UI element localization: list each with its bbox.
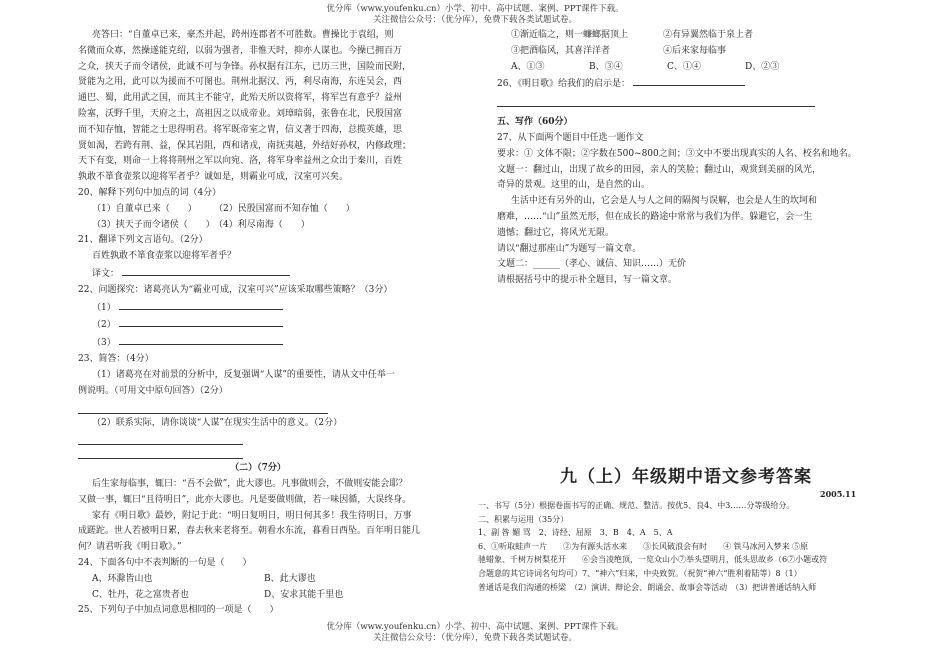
page-footer [0, 622, 950, 644]
topic-2-line-2: 请根据括号中的提示补全题目，写一篇文章。 [497, 275, 678, 286]
page-header [0, 4, 950, 26]
q20-item-4: （4）利尽南海（ ） [214, 219, 310, 230]
topic-1-line-6: 请以“翻过那座山”为题写一篇文章。 [497, 243, 642, 254]
q25-item-4: ④后来家每临事 [663, 45, 727, 56]
q24-option-a: A、环滁皆山也 [92, 573, 153, 584]
passage-line: 名微而众寡，然操遂能克绍，以弱为强者，非惟天时，抑亦人谋也。今操已拥百万 [78, 45, 403, 56]
answer-line: 合题意的其它诗词名句均可）7、“神六”归来，中央致贺。（祝贺“神六”胜利着陆等）8（1） [478, 568, 802, 578]
question-24: 24、下面各句中不表判断的一句是（ ） [78, 557, 252, 568]
q26-answer-blank[interactable] [633, 75, 745, 86]
answer-line: 6、①听取蛙声一片 ②为有源头活水来 ③长风破浪会有时 ④ 铁马冰河入梦来 ⑤原 [478, 541, 809, 551]
q22-row-1 [78, 299, 438, 317]
answer-line: 1、副 咎 媚 骂 2、诗经、屈原 3、B 4、A 5、A [478, 528, 673, 538]
topic-1-line-1: 文题一：翻过山，出现了故乡的田园，亲人的笑脸；翻过山，观赏到美丽的风光， [497, 164, 822, 175]
q22-blank-1[interactable] [119, 299, 283, 310]
q21-label: 译文： [92, 268, 120, 279]
passage-line: 之众，挟天子而令诸侯，此诚不可与争锋。孙权据有江东，已历三世，国险而民附， [78, 61, 412, 72]
q24-option-d: D、安求其能千里也 [264, 589, 344, 600]
q21-answer-row [78, 265, 438, 283]
passage2-line: 又做一事，辄曰“且待明日”，此亦大谬也。凡是要做则做，若一味因循，大误终身。 [78, 494, 412, 505]
q23-answer-line-1[interactable] [78, 403, 328, 414]
question-27: 27、从下面两个题目中任选一题作文 [497, 132, 644, 143]
q20-item-1: （1）自董卓已来（ ） [92, 203, 197, 214]
question-20-row-1 [78, 202, 438, 218]
answer-key-date: 2005.11 [820, 489, 857, 499]
passage2-line: 家有《明日歌》最妙，附记于此：“明日复明日，明日何其多！我生待明日，万事 [92, 510, 412, 521]
q26-answer-line[interactable] [497, 96, 815, 107]
q21-sentence: 百姓孰敢不箪食壶浆以迎将军者乎？ [92, 251, 237, 262]
q21-answer-blank[interactable] [122, 265, 290, 276]
q23-part-1b: 例说明。（可用文中原句回答）（2分） [78, 385, 228, 396]
answer-line: 一、书写（5分）根据卷面书写的正确、规范、整洁。按优5、良4、中3……分等级给分。 [478, 501, 795, 510]
question-26: 26、《明日歌》给我们的启示是： [497, 79, 630, 90]
topic-1-line-4: 磨难，……“山”虽然无形，但在成长的路途中常常与我们为伴。躲避它，会一生 [497, 211, 813, 222]
q25-item-2: ②有异翼然临于泉上者 [663, 30, 754, 40]
header-line-1: 优分库（www.youfenku.cn）小学、初中、高中试题、案例、PPT课件下载。 [326, 4, 624, 14]
q25-options [497, 60, 872, 76]
question-23: 23、简答：（4分） [78, 353, 154, 364]
q22-label-3: （3） [92, 338, 116, 349]
q25-items-row-2 [497, 44, 872, 60]
q25-option-d: D、②③ [745, 61, 780, 72]
q25-item-1: ①渐近临之，则一蠊螂据顶上 [511, 30, 629, 40]
passage2-line: 后生家每临事，辄曰：“吾不会做”，此大谬也。凡事做则会，不做则安能会耶？ [92, 478, 408, 489]
passage-line: 天下有变，则命一上将将荆州之军以向宛、洛，将军身率益州之众出于秦川，百姓 [78, 156, 403, 167]
passage-line: 通巴、蜀，此用武之国，而其主不能守，此殆天所以资将军，将军岂有意乎？益州 [78, 93, 403, 104]
topic-1-line-2: 奇异的景观。这里的山，是自然的山。 [497, 180, 651, 191]
q25-option-b: B、③④ [589, 61, 623, 72]
question-26-row [497, 75, 872, 93]
passage-line: 贤能为之用，此可以为援而不可图也。荆州北据汉、沔，利尽南海，东连吴会，西 [78, 77, 403, 88]
passage-line: 险塞，沃野千里，天府之土，高祖因之以成帝业。刘璋暗弱，张鲁在北，民殷国富 [78, 108, 403, 119]
q20-item-2: （2）民殷国富而不知存恤（ ） [214, 203, 355, 214]
q23-part-2: （2）联系实际，请你谈谈“人谋”在现实生活中的意义。（2分） [92, 418, 343, 429]
question-22: 22、问题探究：诸葛亮认为“霸业可成，汉室可兴”应该采取哪些策略？（3分） [78, 284, 393, 295]
q23-answer-line-3[interactable] [78, 448, 243, 459]
question-21: 21、翻译下列文言语句。（2分） [78, 235, 208, 246]
q22-row-3 [78, 334, 438, 352]
q20-item-3: （3）挟天子而令诸侯（ ） [92, 219, 215, 230]
answer-key [478, 499, 878, 594]
passage-line: 亮答曰：“自董卓已来，豪杰并起，跨州连郡者不可胜数。曹操比于袁绍，则 [92, 30, 394, 40]
q22-blank-3[interactable] [119, 334, 283, 345]
topic-1-line-3: 生活中还有另外的山，它会是人与人之间的隔阂与误解，也会是人生的坎坷和 [511, 196, 818, 207]
passage2-line: 成蹉跎。世人若被明日累，春去秋来老将至。朝看水东流，暮看日西坠。百年明日能几 [78, 526, 421, 537]
topic-2-line-1: 文题二：______（孝心、诚信、知识……）无价 [497, 259, 687, 270]
answer-line: 驰蜡象、千树万树梨花开 ⑥会当凌绝顶，一览众山小⑦举头望明月，低头思故乡（6⑦小题或符 [478, 555, 828, 565]
topic-1-line-5: 遗憾；翻过它，将风光无限。 [497, 227, 615, 238]
q25-option-c: C、①④ [667, 61, 701, 72]
q25-items-row-1 [497, 28, 872, 44]
q22-blank-2[interactable] [119, 316, 283, 327]
section-2-title: （二）（7分） [230, 463, 286, 474]
passage-line: 而不知存恤，智能之士思得明君。将军既帝室之胄，信义著于四海，总揽英雄，思 [78, 124, 403, 135]
footer-line-2: 关注微信公众号：（优分库），免费下载各类试题试卷。 [372, 633, 577, 643]
q25-option-a: A、①③ [511, 61, 545, 72]
passage-line: 贤如渴，若跨有荆、益，保其岩阻，西和诸戎，南抚夷越，外结好孙权，内修政理； [78, 140, 412, 151]
q24-options-row-2 [78, 588, 438, 604]
answer-line: 普通话是我们沟通的桥梁 （2）演讲、辩论会、朗诵会、故事会等活动 （3）把讲普通话纳入师 [478, 582, 817, 592]
writing-requirements: 要求：① 文体不限；②字数在500~800之间；③文中不要出现真实的人名、校名和地名。 [497, 148, 857, 159]
q22-label-2: （2） [92, 320, 116, 331]
question-20-row-2 [78, 218, 438, 234]
right-column [497, 28, 872, 289]
answer-key-title: 九（上）年级期中语文参考答案 [560, 467, 812, 487]
footer-line-1: 优分库（www.youfenku.cn）小学、初中、高中试题、案例、PPT课件下载。 [326, 622, 624, 632]
q24-option-b: B、此大谬也 [264, 573, 316, 584]
section-5-title: 五、写作（60分） [497, 117, 573, 128]
header-line-2: 关注微信公众号：（优分库），免费下载各类试题试卷。 [372, 15, 577, 25]
question-20: 20、解释下列句中加点的词（4分） [78, 187, 222, 198]
q24-option-c: C、牡丹，花之富贵者也 [92, 589, 189, 600]
passage-line: 孰敢不箪食壶浆以迎将军者乎？诚如是，则霸业可成，汉室可兴矣。 [78, 172, 349, 183]
answer-line: 二、积累与运用（35分） [478, 514, 569, 524]
question-25: 25、下列句子中加点词意思相同的一项是（ ） [78, 605, 279, 616]
left-column [78, 28, 438, 619]
q25-item-3: ③把酒临风，其喜洋洋者 [511, 45, 611, 56]
q24-options-row-1 [78, 572, 438, 588]
passage2-line: 何？请君听我《明日歌》。” [78, 542, 182, 553]
q23-part-1a: （1）诸葛亮在对前景的分析中，反复强调“人谋”的重要性，请从文中任举一 [92, 369, 395, 380]
q22-label-1: （1） [92, 302, 116, 313]
q23-answer-line-2[interactable] [78, 434, 243, 445]
q22-row-2 [78, 316, 438, 334]
